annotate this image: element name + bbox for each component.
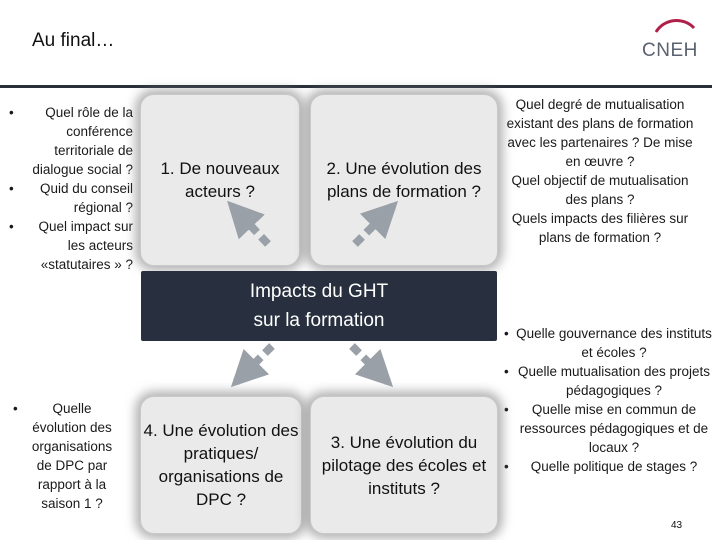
arrow-to-box2 bbox=[355, 206, 393, 244]
list-item: • Quelle gouvernance des instituts et écoles ? bbox=[516, 324, 712, 362]
list-item: • Quel impact sur les acteurs «statutaires » ? bbox=[21, 217, 133, 274]
box-label: 3. Une évolution du pilotage des écoles et instituts ? bbox=[321, 432, 487, 498]
list-item: • Quels impacts des filières sur plans de formation ? bbox=[500, 209, 700, 247]
box-label: 1. De nouveaux acteurs ? bbox=[160, 159, 280, 201]
slide-title: Au final… bbox=[32, 30, 115, 51]
box-label: 2. Une évolution des plans de formation ? bbox=[326, 159, 482, 201]
box-label: 4. Une évolution des pratiques/ organisations de DPC ? bbox=[143, 421, 299, 509]
list-item: • Quelle évolution des organisations de DPC par rapport à la saison 1 ? bbox=[25, 399, 119, 513]
center-line-1: Impacts du GHT bbox=[249, 281, 389, 302]
center-line-2: sur la formation bbox=[253, 310, 385, 331]
list-item: • Quel objectif de mutualisation des plans ? bbox=[500, 171, 700, 209]
list-item: • Quelle mise en commun de ressources pédagogiques et de locaux ? bbox=[516, 400, 712, 457]
list-item: • Quel degré de mutualisation existant des plans de formation avec les partenaires ? De mise en œuvre ? bbox=[500, 95, 700, 171]
list-item: • Quelle politique de stages ? bbox=[516, 457, 712, 476]
list-item: • Quel rôle de la conférence territoriale de dialogue social ? bbox=[21, 103, 133, 179]
arrow-to-box1 bbox=[232, 206, 268, 244]
arrow-to-box4 bbox=[236, 346, 272, 382]
list-item: • Quelle mutualisation des projets pédagogiques ? bbox=[516, 362, 712, 400]
page-number: 43 bbox=[671, 520, 683, 531]
list-item: • Quid du conseil régional ? bbox=[21, 179, 133, 217]
center-box-ght-impacts bbox=[141, 271, 497, 341]
arrow-to-box3 bbox=[352, 346, 388, 382]
logo-text: CNEH bbox=[642, 40, 698, 61]
